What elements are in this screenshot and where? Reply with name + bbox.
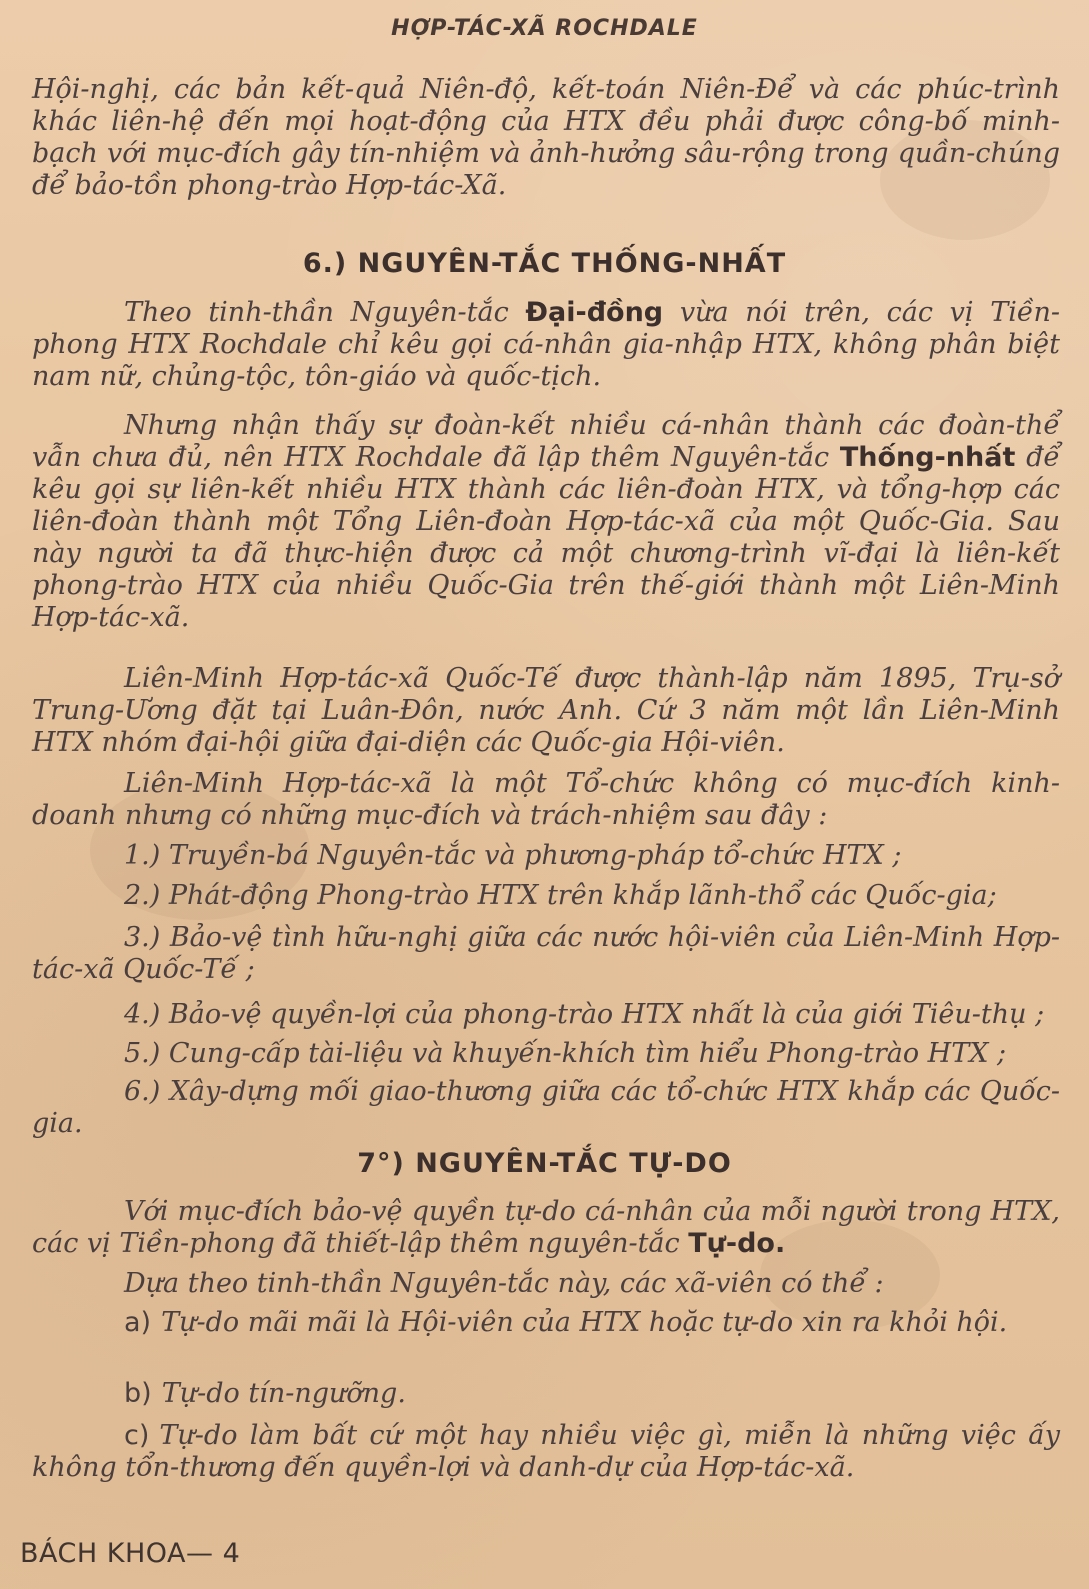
section-7-item-a <box>32 1307 1060 1339</box>
section-6-item-4: 4.) Bảo-vệ quyền-lợi của phong-trào HTX nhất là của giới Tiêu-thụ ; <box>124 999 1045 1030</box>
section-6-item-2: 2.) Phát-động Phong-trào HTX trên khắp lãnh-thổ các Quốc-gia; <box>124 880 997 911</box>
section-7-paragraph-1 <box>32 1196 1060 1260</box>
section-6-heading: 6.) NGUYÊN-TẮC THỐNG-NHẤT <box>302 248 787 279</box>
section-7-paragraph-2: Dựa theo tinh-thần Nguyên-tắc này, các xã-viên có thể : <box>124 1268 884 1299</box>
section-6-paragraph-1 <box>32 297 1060 393</box>
section-7-item-c-text: Tự-do làm bất cứ một hay nhiều việc gì, miễn là những việc ấy không tổn-thương đến quyền-lợi và danh-dự của Hợp-tác-xã. <box>32 1420 1060 1483</box>
opening-paragraph: Hội-nghị, các bản kết-quả Niên-độ, kết-toán Niên-Để và các phúc-trình khác liên-hệ đến mọi hoạt-động của HTX đều phải được công-bố minh-bạch với mục-đích gây tín-nhiệm và ảnh-hưởng sâu-rộng trong quần-chúng để bảo-tồn phong-trào Hợp-tác-Xã. <box>32 74 1060 201</box>
section-7-item-a-label: a) <box>124 1307 152 1338</box>
section-7-heading: 7°) NGUYÊN-TẮC TỰ-DO <box>357 1148 732 1179</box>
section-7-item-c <box>32 1420 1060 1484</box>
page-footer: BÁCH KHOA— 4 <box>20 1538 241 1569</box>
section-6-paragraph-2-bold-term: Thống-nhất <box>839 442 1016 473</box>
section-6-paragraph-1-bold-term: Đại-đồng <box>525 297 664 328</box>
section-7-item-c-label: c) <box>124 1420 150 1451</box>
section-7-item-b-label: b) <box>124 1378 152 1409</box>
section-6-paragraph-2-before: Nhưng nhận thấy sự đoàn-kết nhiều cá-nhân thành các đoàn-thể vẫn chưa đủ, nên HTX Rochdale đã lập thêm Nguyên-tắc <box>32 410 1060 473</box>
section-6-paragraph-3: Liên-Minh Hợp-tác-xã Quốc-Tế được thành-lập năm 1895, Trụ-sở Trung-Ương đặt tại Luân-Đôn, nước Anh. Cứ 3 năm một lần Liên-Minh HTX nhóm đại-hội giữa đại-diện các Quốc-gia Hội-viên. <box>32 663 1060 758</box>
section-7-paragraph-1-bold-term: Tự-do. <box>688 1228 786 1259</box>
section-7-item-b-text: Tự-do tín-ngưỡng. <box>161 1378 406 1409</box>
section-7-item-a-text: Tự-do mãi mãi là Hội-viên của HTX hoặc tự-do xin ra khỏi hội. <box>161 1307 1008 1338</box>
section-6-paragraph-2-after: để kêu gọi sự liên-kết nhiều HTX thành các liên-đoàn HTX, và tổng-hợp các liên-đoàn thành một Tổng Liên-đoàn Hợp-tác-xã của một Quốc-Gia. Sau này người ta đã thực-hiện được cả một chương-trình vĩ-đại là liên-kết phong-trào HTX của nhiều Quốc-Gia trên thế-giới thành một Liên-Minh Hợp-tác-xã. <box>32 442 1060 633</box>
section-7-paragraph-1-before: Với mục-đích bảo-vệ quyền tự-do cá-nhân của mỗi người trong HTX, các vị Tiền-phong đã thiết-lập thêm nguyên-tắc <box>32 1196 1060 1259</box>
section-6-item-6: 6.) Xây-dựng mối giao-thương giữa các tổ-chức HTX khắp các Quốc-gia. <box>32 1076 1060 1139</box>
section-6-paragraph-2 <box>32 410 1060 634</box>
section-6-paragraph-1-after: vừa nói trên, các vị Tiền-phong HTX Rochdale chỉ kêu gọi cá-nhân gia-nhập HTX, không phân biệt nam nữ, chủng-tộc, tôn-giáo và quốc-tịch. <box>32 297 1060 392</box>
section-6-item-3: 3.) Bảo-vệ tình hữu-nghị giữa các nước hội-viên của Liên-Minh Hợp-tác-xã Quốc-Tế ; <box>32 922 1060 985</box>
section-6-item-1: 1.) Truyền-bá Nguyên-tắc và phương-pháp tổ-chức HTX ; <box>124 840 902 871</box>
section-6-paragraph-1-before: Theo tinh-thần Nguyên-tắc <box>124 297 526 328</box>
running-head: HỢP-TÁC-XÃ ROCHDALE <box>391 16 698 41</box>
section-6-paragraph-4: Liên-Minh Hợp-tác-xã là một Tổ-chức không có mục-đích kinh-doanh nhưng có những mục-đích và trách-nhiệm sau đây : <box>32 768 1060 831</box>
section-6-item-5: 5.) Cung-cấp tài-liệu và khuyến-khích tìm hiểu Phong-trào HTX ; <box>124 1038 1007 1069</box>
section-7-item-b <box>32 1378 1060 1410</box>
